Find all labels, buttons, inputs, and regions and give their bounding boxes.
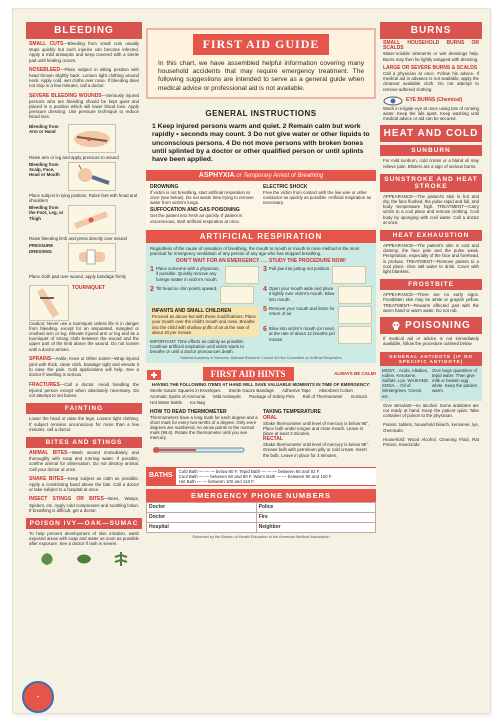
emergency-phone-header: EMERGENCY PHONE NUMBERS	[146, 489, 376, 502]
poison-oak-leaf-icon	[73, 551, 95, 567]
pressure-point-label: Bleeding from the Foot, Leg, or Thigh	[29, 205, 64, 221]
first-aid-poster	[13, 9, 490, 713]
eye-icon	[383, 96, 403, 106]
phone-label-police: Police	[256, 502, 375, 512]
ar-steps-area	[150, 266, 372, 354]
hints-title: FIRST AID HINTS	[203, 367, 294, 381]
oral-heading: ORAL	[263, 414, 278, 421]
fractures-heading: FRACTURES	[29, 381, 60, 388]
drowning-text: If victim is not breathing, start artificial respiration at once (see below). Do not waste time trying to remove water from victim's lungs.	[150, 189, 254, 206]
phone-label-doctor: Doctor	[147, 502, 257, 512]
asphyxia-grid	[146, 181, 376, 227]
step-illustration	[332, 266, 366, 284]
small-cuts-text: —Bleeding from small cuts usually stops quickly but such injuries can become infected. Apply a mild antiseptic and keep covered with a sterile pad until healing occurs.	[29, 41, 139, 63]
small-burns-block	[380, 39, 482, 64]
tourniquet-heading: TOURNIQUET	[72, 284, 105, 291]
sunstroke-text: APPEARANCE—The patient's skin is hot and dry, the face flushed, the pulse rapid and full, and body temperature high. TREATMENT—Carry victim to a cool place and remove clothing. Cool body by sponging with cool water. Call a doctor at once.	[383, 193, 479, 225]
kit-item: Sterile Gauze Bandage	[228, 387, 274, 393]
pressure-point-leg	[29, 205, 139, 234]
antidote-header: GENERAL ANTIDOTE (IF NO SPECIFIC ANTIDOTE)	[380, 352, 482, 366]
kit-item: Roll of Thermometer	[302, 394, 343, 400]
sprains-heading: SPRAINS	[29, 355, 52, 362]
kit-item: Ice Bag	[190, 400, 205, 406]
sprains-text: —Ankle, Knee or Other Joints—Wrap injured joint with thick, clean cloth, bandage tight and elevate it to ease the pain. Cold applications will help. See a doctor if swelling is serious.	[29, 355, 139, 378]
pressure-point-label: Bleeding from Scalp, Face, Head or Mouth	[29, 161, 60, 178]
red-cross-emblem-icon: +	[22, 681, 54, 713]
kit-item: Scissors	[350, 394, 368, 400]
step-number-icon: 3	[263, 266, 267, 274]
pressure-dressing-row	[29, 243, 139, 272]
fractures-text: —Call a doctor. Avoid handling the injured person except when absolutely necessary. Do not attempt to set bones.	[29, 381, 139, 399]
head-pressure-illustration	[68, 162, 116, 191]
eye-burns-text: Wash in irrigate eye at once using lots of running water. Keep the lids apart. Keep washing until medical advice or aid can be secured.	[383, 105, 479, 122]
baths-rows	[176, 468, 376, 485]
drowning-heading: DROWNING	[150, 183, 179, 190]
baths-table	[146, 467, 376, 486]
step-number-icon: 1	[150, 266, 154, 274]
electric-shock-heading: ELECTRIC SHOCK	[263, 183, 308, 190]
step-number-icon: 4	[263, 286, 267, 294]
large-burns-heading: LARGE OR SEVERE BURNS & SCALDS	[383, 64, 478, 71]
poison-extra: Give stimulant—no alcohol. Some antidotes are not ready at hand. Keep the patient quiet. Take container of poison to the physician.	[383, 402, 479, 419]
right-column	[380, 22, 482, 705]
hints-header-row	[146, 367, 376, 381]
poison-treatment: Give large quantities of tepid water. Then give milk or beaten egg white. Keep the patient warm.	[432, 367, 477, 394]
ar-step-text: Tilt head so chin points upward.	[155, 286, 218, 292]
step-illustration	[338, 286, 372, 304]
bites-header: BITES AND STINGS	[26, 437, 142, 448]
poisoning-label: POISONING	[405, 320, 471, 332]
large-burns-block	[380, 64, 482, 94]
ar-step-text: Open your mouth wide and place it tightly over victim's mouth. Blow into mouth.	[268, 286, 335, 302]
ar-intro: Regardless of the cause of cessation of breathing, the mouth to mouth or mouth to nose method is the most practical for emergency ventilation of any person of any age who has stopped breathing.	[150, 245, 360, 257]
pressure-dressing-illustration	[68, 243, 116, 272]
small-cuts-heading: SMALL CUTS	[29, 41, 64, 47]
asphyxia-subtitle: or Temporary Arrest of Breathing	[236, 172, 324, 179]
ar-step	[150, 286, 259, 304]
burns-header: BURNS	[380, 22, 482, 39]
general-instructions-text: 1 Keep injured persons warm and quiet. 2 Remain calm but work rapidly • seconds may count. 3 Do not give water or other liquids to unconscious persons. 4 Do not move persons with broken bones until splinted by a doctor or other qualified person or until splints have been applied.	[152, 122, 370, 164]
eye-burns-heading: EYE BURNS (Chemical)	[406, 97, 463, 104]
bath-row: Cold Bath — — — below 60 F. Tepid Bath — — — between 80 and 92 F.	[178, 468, 321, 474]
sunburn-header: SUNBURN	[380, 145, 482, 156]
snake-bites-heading: SNAKE BITES	[29, 475, 64, 482]
poison-sumac-leaf-icon	[110, 551, 132, 567]
ar-step	[263, 266, 372, 284]
general-instructions-label: GENERAL INSTRUCTIONS	[205, 108, 317, 118]
kit-heading: HAVING THE FOLLOWING ITEMS AT HAND WILL SAVE VALUABLE MOMENTS IN TIME OF EMERGENCY:	[151, 381, 371, 387]
kit-item: Package of Safety Pins	[249, 394, 295, 400]
poison-plant-illustrations	[26, 549, 142, 569]
left-column	[26, 22, 142, 705]
kit-item: Absorbent Cotton	[318, 387, 353, 393]
nosebleed-heading: NOSEBLEED	[29, 66, 61, 73]
sunburn-text: For mild sunburn, cold cream or a bland oil may relieve pain. Blisters are a sign of serious burns.	[383, 158, 479, 169]
poison-warning: Poison: tablets, household bleach, kerosene, lye, chemicals.	[383, 422, 479, 433]
bleeding-header: BLEEDING	[26, 22, 142, 39]
kit-item: Hot Water Bottle	[150, 400, 183, 406]
general-instructions-heading	[146, 103, 376, 121]
bath-row: Cool Bath — — between 60 and 80 F. Warm Bath — — between 90 and 100 F.	[178, 473, 333, 479]
fainting-text: Lower the head or raise the legs. Loosen tight clothing. If subject remains unconscious for more than a few minutes, call a doctor.	[29, 416, 139, 432]
ar-step	[150, 266, 259, 284]
always-be-calm: ALWAYS BE CALM!	[334, 371, 376, 377]
poison-ivy-leaf-icon	[36, 551, 58, 567]
title-block	[146, 28, 376, 99]
pressure-point-head	[29, 162, 139, 191]
poison-types: MOST... Acids, Alkalies, Iodine, Kerosene, Sulfate, Lye. WASHING SODA ... Oil of Wintergreen, Cresol, etc.	[382, 367, 429, 399]
heat-cold-header: HEAT AND COLD	[380, 125, 482, 142]
baths-label: BATHS	[146, 468, 176, 485]
phone-label-neighbor: Neighbor	[256, 522, 375, 532]
emergency-phone-table	[146, 502, 376, 533]
fractures-block	[26, 380, 142, 401]
arm-pressure-illustration	[68, 124, 116, 153]
poison-ivy-text: To help prevent development of skin irritation, wash exposed areas with soap and water as soon as possible after exposure. See a doctor if rash is severe.	[29, 530, 139, 547]
rectal-text: Shake thermometer until level of mercury is below 95°. Grease bulb with petroleum jelly or cold cream. Insert the bulb. Leave in place for 3 minutes.	[263, 442, 370, 458]
tourniquet-block	[26, 283, 142, 354]
pressure-caption: Place cloth pad over wound, apply bandage firmly	[29, 274, 126, 280]
thermometer-icon	[150, 441, 250, 459]
leg-pressure-illustration	[68, 205, 116, 234]
nosebleed-text: —Place subject in sitting position with head thrown slightly back. Loosen tight clothing around neck. Apply cold, wet cloths over nose. If bleeding does not stop in a few minutes, call a doctor.	[29, 66, 139, 89]
pressure-dressing-label: PRESSURE DRESSING	[29, 243, 54, 254]
snake-bites-text: —Keep subject as calm as possible. Apply a constricting band above the bite. Call a doctor or take subject to a hospital at once.	[29, 475, 139, 493]
animal-bites-heading: ANIMAL BITES	[29, 449, 68, 456]
snake-bites-block	[26, 474, 142, 495]
infants-heading: INFANTS AND SMALL CHILDREN	[152, 308, 232, 315]
phone-label-fire: Fire	[256, 512, 375, 522]
dont-wait-banner: DON'T WAIT FOR AN EMERGENCY . . . STUDY THE PROCEDURE NOW!	[176, 258, 346, 265]
step-number-icon: 5	[263, 306, 267, 314]
step-illustration	[225, 266, 259, 284]
small-burns-heading: SMALL HOUSEHOLD BURNS OR SCALDS	[383, 40, 479, 52]
nosebleed-block	[26, 65, 142, 91]
insect-stings-block	[26, 494, 142, 515]
sprains-block	[26, 354, 142, 380]
artificial-respiration-header: ARTIFICIAL RESPIRATION	[146, 230, 376, 243]
ar-step	[263, 326, 372, 344]
animal-bites-text: —Wash wound immediately and thoroughly with soap and running water. If possible, confine animal for observation. Do not destroy animal. Call your doctor at once.	[29, 449, 139, 472]
phone-label-doctor-2: Doctor	[147, 512, 257, 522]
thermometer-section	[146, 406, 376, 467]
pressure-caption: Raise arm or leg and apply pressure to wound	[29, 154, 119, 160]
important-note: IMPORTANT: Time efforts as calmly as possible. Continue artificial respiration until victim starts to breathe or until a doctor pronounces death.	[150, 339, 245, 355]
tourniquet-text: Caution: Never use a tourniquet unless life is in danger from bleeding, except for an amputated, mangled or crushed arm or leg. Elevate injured arm or leg and tie a tourniquet of strong cloth between the wound and the upper part of the limb above the wound. Do not loosen until a doctor arrives.	[29, 320, 139, 352]
artificial-respiration-panel	[146, 243, 376, 363]
poisoning-header	[380, 317, 482, 334]
fainting-header: FAINTING	[26, 403, 142, 414]
center-column	[146, 22, 376, 705]
step-number-icon: 6	[263, 326, 267, 334]
read-thermometer-text: Thermometers have a long mark for each degree and a short mark for every two-tenths of a degree. Only even degrees are numbered. An arrow points to the normal mark (98.6). Rotate the thermometer until you see mercury.	[150, 414, 258, 441]
bath-row: Hot Bath — — between 100 and 110 F.	[178, 478, 255, 484]
step-illustration	[338, 326, 372, 344]
step-number-icon: 2	[150, 286, 154, 294]
footer-endorsement: Endorsed by the Bureau of Health Education of the American Medical Association	[192, 534, 330, 539]
gas-poisoning-heading: SUFFOCATION AND GAS POISONING	[150, 207, 240, 214]
intro-text: In this chart, we have assembled helpful information covering many household accidents that may require emergency treatment. The following suggestions are intended to serve as a general guide when medical advice or professional aid is not available.	[158, 60, 364, 92]
kit-item: Adhesive Tape	[281, 387, 311, 393]
infants-box	[150, 306, 259, 337]
ar-step-text: Place someone with a physician, if possible. Quickly remove any foreign matter in victim's mouth.	[155, 266, 220, 282]
ar-step	[263, 306, 372, 324]
frostbite-header: FROSTBITE	[380, 279, 482, 290]
pressure-point-label: Bleeding from Arm or Hand	[29, 123, 59, 134]
household-poisons: Household: Wood Alcohol, Cleaning Fluid, Rat Poison, Insecticide.	[383, 436, 479, 447]
kit-list	[146, 388, 376, 406]
ar-step-text: Pull jaw into jutting-out position.	[268, 266, 331, 272]
poisoning-text: If medical aid or advice is not immediately available, follow the procedure outlined below.	[383, 336, 479, 347]
kit-item: Mild Antiseptic	[213, 394, 242, 400]
gas-poisoning-text: Get the patient into fresh air quickly. If patient is unconscious, start artificial respiration at once.	[150, 213, 243, 224]
ar-step	[263, 286, 372, 304]
asphyxia-label: ASPHYXIA	[198, 171, 235, 179]
frostbite-text: APPEARANCE—There are no early signs. Frostbitten skin may be white or grayish yellow. TREATMENT—Rewarm affected part with the warm hand or warm water. Do not rub.	[383, 292, 479, 313]
first-aid-kit-icon	[146, 367, 162, 381]
insect-stings-text: —Bees, Wasps, Spiders, etc. Apply cold compresses and soothing lotion. If breathing is difficult, get a doctor.	[29, 496, 139, 513]
severe-bleeding-heading: SEVERE BLEEDING WOUNDS	[29, 92, 102, 99]
eye-burns-block	[380, 94, 482, 124]
large-burns-text: Call a physician at once. Follow his advice. If medical aid in advance is not available, apply the cleanest available cloth. Do not attempt to remove adhered clothing.	[383, 71, 479, 92]
insect-stings-heading: INSECT STINGS OR BITES	[29, 496, 104, 503]
ar-step-text: Blow into victim's mouth (or nose) at the rate of about 12 breaths per minute.	[268, 326, 336, 342]
antidote-table	[380, 366, 482, 401]
kit-item: Aromatic Spirits of Ammonia	[150, 394, 206, 400]
infants-text: Proceed as above but with these modifications: Place your mouth over the child's mouth and nose. Breathe into the child with shallow puffs of air at the rate of about 20 per minute.	[152, 314, 256, 335]
animal-bites-block	[26, 448, 142, 474]
small-burns-text: Water-soluble ointments or wet dressings help. Burns may then be lightly wrapped with dressing.	[383, 51, 479, 62]
heat-exhaustion-header: HEAT EXHAUSTION	[380, 230, 482, 241]
oral-text: Shake thermometer until level of mercury is below 95°. Place bulb under tongue and close mouth. Leave in place at least 3 minutes.	[263, 420, 370, 436]
rectal-heading: RECTAL	[263, 436, 283, 443]
tourniquet-illustration	[29, 285, 69, 321]
asphyxia-header	[146, 170, 376, 181]
kit-item: Sterile Gauze Squares in Envelopes	[150, 387, 221, 393]
read-thermometer-heading: HOW TO READ THERMOMETER	[150, 408, 227, 415]
pressure-caption: Raise bleeding limb and press directly over wound	[29, 236, 127, 242]
ar-step-text: Remove your mouth and listen for return of air.	[268, 306, 335, 317]
step-illustration	[220, 286, 254, 304]
pressure-caption: Place subject in lying position. Raise feet with head and shoulders	[29, 192, 138, 204]
taking-temperature-heading: TAKING TEMPERATURE	[263, 408, 321, 415]
severe-bleeding-block	[26, 91, 142, 122]
poison-ivy-header: POISON IVY—OAK—SUMAC	[26, 518, 142, 529]
severe-bleeding-text: —Seriously injured persons who are bleeding should be kept quiet and placed in a position which will lower blood loss. Apply pressure dressing. Use pressure technique to reduce blood loss.	[29, 92, 139, 120]
small-cuts-block	[26, 39, 142, 65]
page-title: FIRST AID GUIDE	[193, 34, 330, 55]
pressure-point-arm	[29, 124, 139, 153]
step-illustration	[338, 306, 372, 324]
phone-label-hospital: Hospital	[147, 522, 257, 532]
heat-exhaustion-text: APPEARANCE—The patient's skin is cool and clammy, the face pale and the pulse weak. Perspiration, especially of the face and forehead, is profuse. TREATMENT—Remove patient to a cool place. Give salt water to drink. Cover with light blankets.	[383, 243, 479, 275]
electric-shock-text: Free the victim from contact with the live wire or other conductor as quickly as possible. Artificial respiration as necessary.	[263, 189, 372, 206]
ar-sponsor: National Academy of Sciences–National Research Council Ad Hoc Committee on Artificial Respiration	[180, 355, 342, 360]
sunstroke-header: SUNSTROKE AND HEAT STROKE	[380, 174, 482, 192]
skull-icon	[391, 321, 401, 331]
